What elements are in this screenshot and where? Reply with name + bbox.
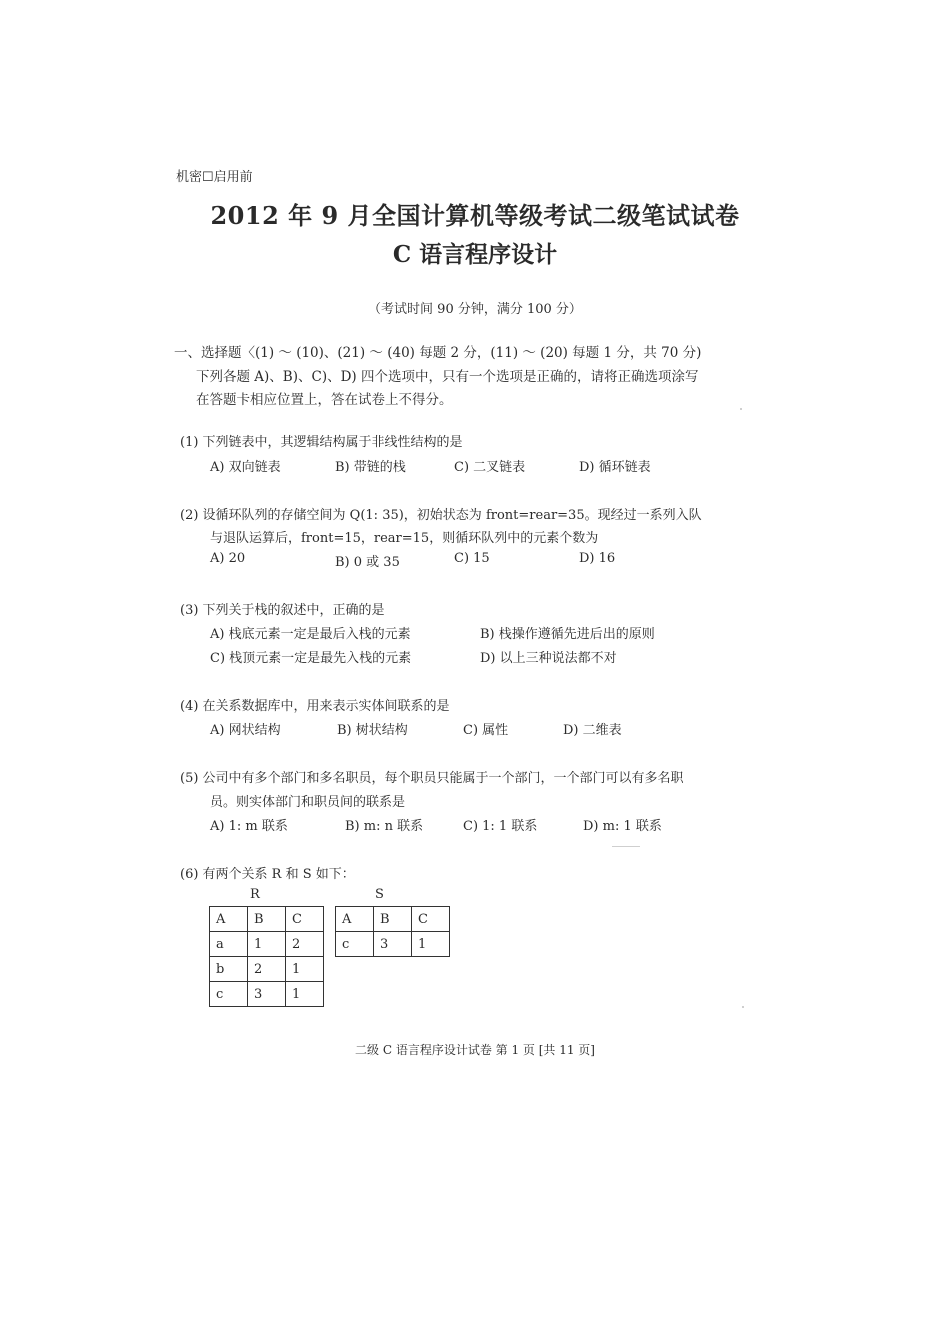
table-cell: 1 xyxy=(286,957,324,982)
table-cell: 2 xyxy=(248,957,286,982)
question-3-stem: (3) 下列关于栈的叙述中，正确的是 xyxy=(180,603,385,618)
question-1-option-c: C) 二叉链表 xyxy=(454,460,526,475)
question-5-option-d: D) m: 1 联系 xyxy=(583,819,662,834)
question-2-stem-line2: 与退队运算后，front=15，rear=15，则循环队列中的元素个数为 xyxy=(210,531,599,546)
question-3-option-b: B) 栈操作遵循先进后出的原则 xyxy=(480,627,655,642)
scan-speck xyxy=(742,1006,744,1008)
table-row xyxy=(210,957,324,982)
exam-subtitle: C 语言程序设计 xyxy=(392,241,558,268)
question-2-stem-line1: (2) 设循环队列的存储空间为 Q(1: 35)，初始状态为 front=rear=35。现经过一系列入队 xyxy=(180,508,702,523)
relation-s-name: S xyxy=(375,887,384,902)
scan-speck xyxy=(612,846,640,847)
table-row xyxy=(336,932,450,957)
table-cell: 1 xyxy=(286,982,324,1007)
question-1-option-d: D) 循环链表 xyxy=(579,460,651,475)
table-header-cell: B xyxy=(374,907,412,932)
question-2-option-b: B) 0 或 35 xyxy=(335,555,400,570)
table-row xyxy=(210,932,324,957)
question-5-option-b: B) m: n 联系 xyxy=(345,819,424,834)
question-4-option-a: A) 网状结构 xyxy=(210,723,281,738)
table-header-cell: A xyxy=(210,907,248,932)
scan-speck xyxy=(740,408,742,410)
table-header-row xyxy=(210,907,324,932)
question-4-option-c: C) 属性 xyxy=(463,723,509,738)
relation-r-table xyxy=(209,906,324,1007)
question-5-stem-line1: (5) 公司中有多个部门和多名职员，每个职员只能属于一个部门，一个部门可以有多名职 xyxy=(180,771,684,786)
section-heading: 一、选择题〈(1) ～ (10)、(21) ～ (40) 每题 2 分，(11) ～ (20) 每题 1 分，共 70 分) xyxy=(174,345,702,361)
exam-title: 2012 年 9 月全国计算机等级考试二级笔试试卷 xyxy=(210,201,740,230)
question-5-option-c: C) 1: 1 联系 xyxy=(463,819,538,834)
question-3-option-c: C) 栈顶元素一定是最先入栈的元素 xyxy=(210,651,412,666)
relation-s-table xyxy=(335,906,450,957)
exam-info: （考试时间 90 分钟，满分 100 分） xyxy=(368,302,582,317)
relation-r-name: R xyxy=(250,887,260,902)
question-1-stem: (1) 下列链表中，其逻辑结构属于非线性结构的是 xyxy=(180,435,463,450)
secret-mark: 机密☐启用前 xyxy=(176,170,253,185)
table-cell: 3 xyxy=(374,932,412,957)
table-header-cell: A xyxy=(336,907,374,932)
table-cell: b xyxy=(210,957,248,982)
table-cell: c xyxy=(336,932,374,957)
section-instruction-line1: 下列各题 A)、B)、C)、D) 四个选项中，只有一个选项是正确的，请将正确选项涂写 xyxy=(196,369,699,385)
table-cell: a xyxy=(210,932,248,957)
question-3-option-d: D) 以上三种说法都不对 xyxy=(480,651,617,666)
table-header-cell: C xyxy=(412,907,450,932)
table-cell: c xyxy=(210,982,248,1007)
question-4-option-d: D) 二维表 xyxy=(563,723,622,738)
question-5-stem-line2: 员。则实体部门和职员间的联系是 xyxy=(210,795,406,810)
question-2-option-a: A) 20 xyxy=(210,551,246,566)
question-2-option-c: C) 15 xyxy=(454,551,490,566)
table-header-row xyxy=(336,907,450,932)
question-1-option-a: A) 双向链表 xyxy=(210,460,281,475)
question-6-stem: (6) 有两个关系 R 和 S 如下： xyxy=(180,867,355,882)
table-cell: 3 xyxy=(248,982,286,1007)
table-header-cell: B xyxy=(248,907,286,932)
question-1-option-b: B) 带链的栈 xyxy=(335,460,406,475)
page-footer: 二级 C 语言程序设计试卷 第 1 页 [共 11 页] xyxy=(355,1043,595,1057)
table-row xyxy=(210,982,324,1007)
question-4-stem: (4) 在关系数据库中，用来表示实体间联系的是 xyxy=(180,699,450,714)
question-5-option-a: A) 1: m 联系 xyxy=(210,819,288,834)
table-cell: 1 xyxy=(412,932,450,957)
table-cell: 2 xyxy=(286,932,324,957)
table-cell: 1 xyxy=(248,932,286,957)
question-3-option-a: A) 栈底元素一定是最后入栈的元素 xyxy=(210,627,411,642)
table-header-cell: C xyxy=(286,907,324,932)
question-2-option-d: D) 16 xyxy=(579,551,616,566)
section-instruction-line2: 在答题卡相应位置上，答在试卷上不得分。 xyxy=(196,392,453,408)
question-4-option-b: B) 树状结构 xyxy=(337,723,408,738)
